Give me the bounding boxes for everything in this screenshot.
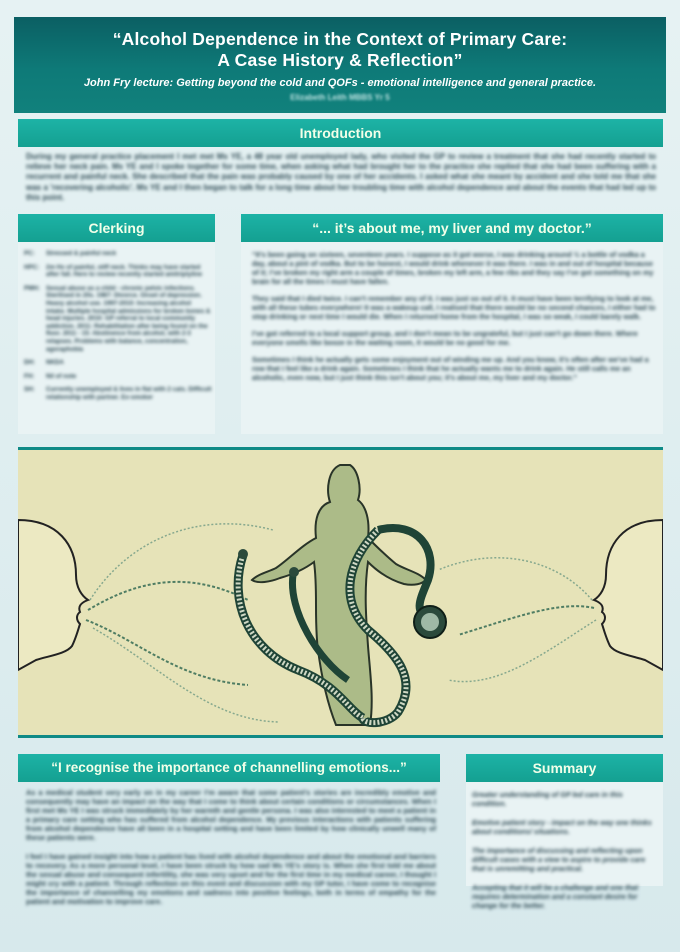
clerking-row-text: Sexual abuse as a child - chronic pelvic infections. Sterilised in 20s. 1987: Divorce. Onset of depression. Heavy alcohol use. 1997-2010: Increasing alcohol intake. Multiple hospital admissions for broken bones & head injuries. 2010: GP referral to local community addiction. 2011: Rehabilitation after being found on the floor. 2011 - 15: Abstinence from alcohol, with 2-3 relapses. Problems with balance, concentration, agoraphobia <box>46 284 211 353</box>
channelling-paragraph: I feel I have gained insight into how a patient has lived with alcohol dependence and about the emotional and barriers to recovery. As a more personal level, I have been struck by how sad Ms YE’s story is. When she first told me about the sexual abuse and consequent infertility, she was very upset and for the first time in my medical career, I thought I might cry with a patient. Through reflection on this event and discussion with my GP tutor, I have come to recognise the importance of channelling my emotions and sadness into positive feelings, both in terms of empathy for the patient and motivation to improve care. <box>26 852 436 906</box>
clerking-row-label: FH: <box>24 372 35 380</box>
clerking-row-label: PMH: <box>24 284 40 292</box>
poster-title-line-1: “Alcohol Dependence in the Context of Primary Care: <box>112 29 568 49</box>
summary-heading: Summary <box>466 754 663 782</box>
introduction-text: During my general practice placement I met met Ms YE, a 48 year old unemployed lady, who visited the GP to review a treatment that she had recently started to relieve her neck pain. Ms YE and I spoke together for some time, when asking what had brought her to the practice she replied that she had been suffering with a recurrent and painful neck. She described that the pain was probably caused by one of her accidents. I asked what she meant by accident and she told me that she was a 'recovering alcoholic'. Ms YE and I then began to talk for a long time about her troubling time with alcohol dependence and about the events that had led up to this point. <box>26 152 656 202</box>
poster-header <box>14 17 666 113</box>
clerking-row-text: 2m Hx of painful, stiff neck. Thinks may have started after fall. Here to review recently started amitriptyline <box>46 263 203 279</box>
clerking-list <box>24 250 212 428</box>
channelling-paragraph: As a medical student very early on in my career I’m aware that some patient’s stories are incredibly emotive and consequently may have an impact on the way that I come to think about certain conditions or circumstances. When I first met Ms YE I was struck immediately by her warmth and gentle persona. I was also interested to meet a patient in a primary care setting who has suffered from alcohol dependence. My previous interactions with patients suffering from alcohol dependence have all been in a hospital setting and have been limited by how clinically unwell many of these patients were. <box>26 788 436 842</box>
summary-paragraph: Greater understanding of GP led care in this condition. <box>472 790 623 808</box>
poster-title-line-2: A Case History & Reflection” <box>217 50 463 70</box>
clerking-row <box>24 359 212 367</box>
quote-paragraph: Sometimes I think he actually gets some enjoyment out of winding me up. And you know, it’s often after we’ve had a row that I feel like a drink again. Sometimes I think that he actually wants me to drink again. He still calls me an alcoholic, even now, but I just think this isn’t about you; it’s about me, my liver and my doctor.” <box>252 355 649 382</box>
clerking-row <box>24 250 212 258</box>
clerking-row-text: Stressed & painful neck <box>46 250 117 257</box>
clerking-row-text: Nil of note <box>46 372 77 380</box>
summary-text <box>472 790 658 940</box>
clerking-heading: Clerking <box>18 214 215 242</box>
clerking-row-label: PC: <box>24 250 35 257</box>
channelling-heading: “I recognise the importance of channelling emotions...” <box>18 754 440 782</box>
clerking-row-text: NKDA <box>46 359 64 367</box>
clerking-row <box>24 264 212 279</box>
quote-paragraph: I’ve got referred to a local support group, and I don’t mean to be ungrateful, but I just can’t go down there. Where everyone smells like booze in the waiting room, it would be no good for me. <box>252 329 638 347</box>
poster-title <box>14 17 666 71</box>
poster-subtitle: John Fry lecture: Getting beyond the cold and QOFs - emotional intelligence and general practice. <box>83 77 597 89</box>
summary-paragraph: Emotive patient story - impact on the way one thinks about conditions/ situations. <box>472 818 652 836</box>
channelling-text <box>26 788 436 938</box>
summary-paragraph: The importance of discussing and reflecting upon difficult cases with a view to aspire to provide care that is unremitting and practical. <box>472 846 646 873</box>
quote-heading: “... it’s about me, my liver and my doctor.” <box>241 214 663 242</box>
clerking-row <box>24 386 212 401</box>
quote-paragraph: They said that I died twice. I can’t remember any of it. I was just so out of it. It must have been terrifying to look at me, with all these tubes everywhere! It was a wakeup call, I realised that there would be no second chances, I either had to stop drinking or next time I would die. When I returned home from the hospital, I was so weak, I could barely walk. <box>252 294 656 321</box>
summary-paragraph: Accepting that it will be a challenge and one that requires determination and a constant desire for change for the better. <box>472 883 639 910</box>
stethoscope-illustration <box>18 447 663 738</box>
introduction-heading: Introduction <box>18 119 663 147</box>
poster-author: Elizabeth Leith MBBS Yr 5 <box>290 93 390 102</box>
clerking-row-label: DH: <box>24 359 35 367</box>
clerking-row-label: SH: <box>24 386 35 394</box>
quote-paragraph: “It’s been going on sixteen, seventeen years. I suppose as it got worse, I was drinking around ½ a bottle of vodka a day, about a pint of vodka. But to be honest, I would drink whenever it was there. I was in and out of hospital because of it; I’ve broken my right arm a couple of times, broken my left arm, a few ribs and they say I’ve got something on my brain for all the times I must have fallen. <box>252 250 654 286</box>
clerking-row <box>24 285 212 353</box>
clerking-row-text: Currently unemployed & lives in flat with 2 cats. Difficult relationship with partner. Ex-smoker <box>46 386 212 401</box>
clerking-row-label: HPC: <box>24 263 40 271</box>
quote-text <box>252 250 656 430</box>
clerking-row <box>24 373 212 381</box>
